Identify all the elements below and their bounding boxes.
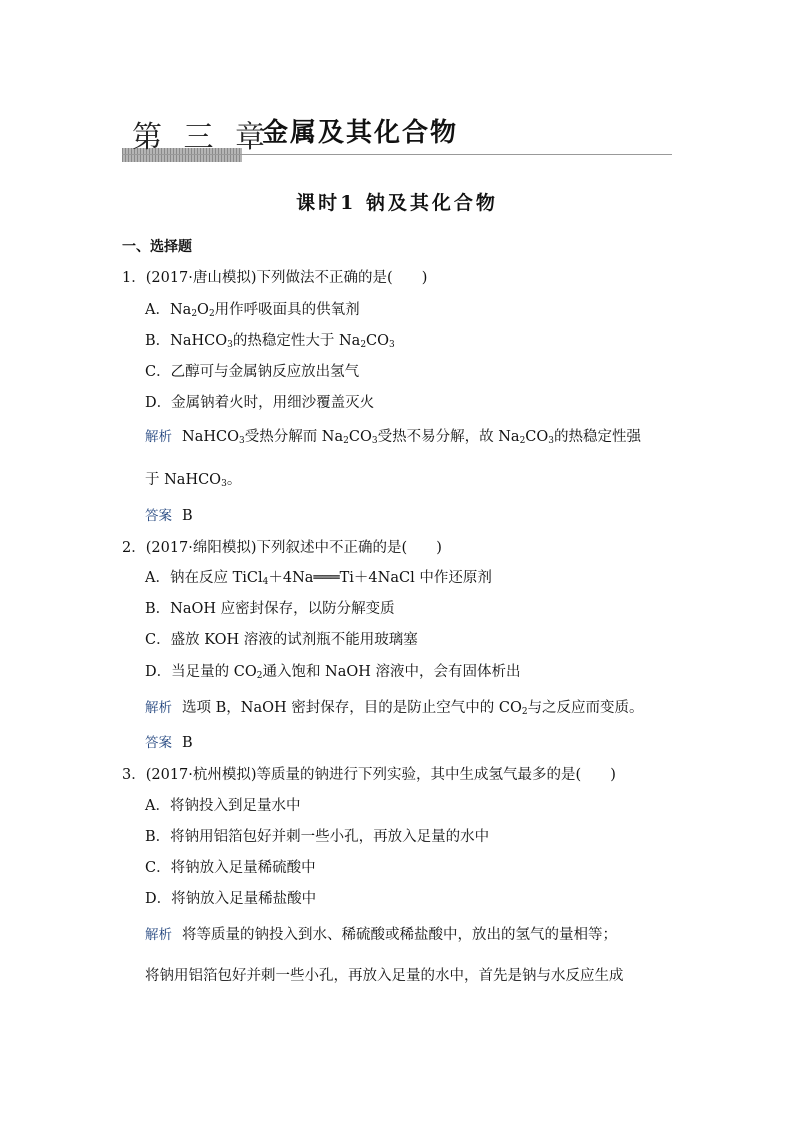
- q2-option-a: A．钠在反应 TiCl$_4$＋4Na═══Ti＋4NaCl 中作还原剂: [145, 570, 492, 587]
- q1-option-a: A．$Na_2O_2$用作呼吸面具的供氧剂: [145, 302, 360, 319]
- q3-analysis: 解析 将等质量的钠投入到水、稀硫酸或稀盐酸中，放出的氢气的量相等；: [145, 927, 617, 943]
- q3-analysis-cont: 将钠用铝箔包好并刺一些小孔，再放入足量的水中，首先是钠与水反应生成: [145, 968, 624, 984]
- q2-option-d: D．当足量的 $CO_2$通入饱和 NaOH 溶液中，会有固体析出: [145, 664, 521, 681]
- chapter-number: 第 三 章: [132, 120, 272, 155]
- q1-option-c: C．乙醇可与金属钠反应放出氢气: [145, 364, 360, 380]
- q1-option-b: B．NaHCO$_3$的热稳定性大于 $Na_2CO_3$: [145, 333, 395, 350]
- chapter-header: [122, 108, 672, 168]
- q2-answer: 答案 B: [145, 735, 193, 751]
- q3-stem: 3．(2017·杭州模拟)等质量的钠进行下列实验，其中生成氢气最多的是( ): [122, 767, 616, 783]
- section-heading: 一、选择题: [122, 239, 192, 255]
- q1-stem: 1．(2017·唐山模拟)下列做法不正确的是( ): [122, 270, 428, 286]
- q2-stem: 2．(2017·绵阳模拟)下列叙述中不正确的是( ): [122, 540, 442, 556]
- q2-option-b: B．NaOH 应密封保存，以防分解变质: [145, 601, 395, 617]
- q3-option-b: B．将钠用铝箔包好并刺一些小孔，再放入足量的水中: [145, 829, 490, 845]
- q2-analysis: 解析 选项 B，NaOH 密封保存，目的是防止空气中的 $CO_2$与之反应而变质。: [145, 700, 644, 717]
- q3-option-c: C．将钠放入足量稀硫酸中: [145, 860, 316, 876]
- q2-option-c: C．盛放 KOH 溶液的试剂瓶不能用玻璃塞: [145, 632, 418, 648]
- q1-analysis-cont: 于 NaHCO$_3$。: [145, 472, 242, 489]
- q1-answer: 答案 B: [145, 508, 193, 524]
- q1-option-d: D．金属钠着火时，用细沙覆盖灭火: [145, 395, 375, 411]
- q3-option-d: D．将钠放入足量稀盐酸中: [145, 891, 317, 907]
- chapter-title: 金属及其化合物: [262, 118, 459, 148]
- q3-option-a: A．将钠投入到足量水中: [145, 798, 301, 814]
- q1-analysis: 解析 NaHCO$_3$受热分解而 $Na_2CO_3$受热不易分解，故 $Na_2CO_3$的热稳定性强: [145, 429, 642, 446]
- lesson-title: 课时1 钠及其化合物: [296, 192, 498, 214]
